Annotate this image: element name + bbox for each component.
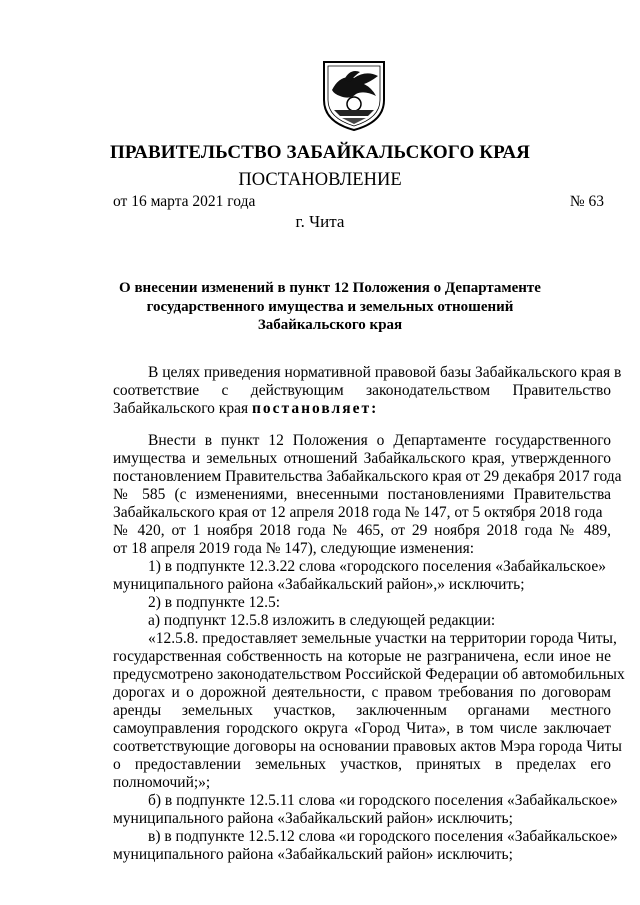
title-line: О внесении изменений в пункт 12 Положения о Департаменте [119, 280, 541, 296]
document-date: от 16 марта 2021 года [113, 193, 256, 210]
body-line: предусмотрено законодательством Российской Федерации об автомобильных [113, 666, 625, 683]
body-line: В целях приведения нормативной правовой базы Забайкальского края в [148, 364, 622, 381]
document-type: ПОСТАНОВЛЕНИЕ [238, 170, 402, 190]
body-line: а) подпункт 12.5.8 изложить в следующей редакции: [148, 612, 496, 629]
government-name: ПРАВИТЕЛЬСТВО ЗАБАЙКАЛЬСКОГО КРАЯ [109, 142, 530, 163]
body-line: № 420, от 1 ноября 2018 года № 465, от 29 ноября 2018 года № 489, [113, 522, 611, 539]
body-line: дорогах и о дорожной деятельности, с правом требования по договорам [113, 684, 611, 701]
body-line: № 585 (с изменениями, внесенными постановлениями Правительства [113, 486, 611, 503]
body-line: 1) в подпункте 12.3.22 слова «городского поселения «Забайкальское» [148, 558, 606, 575]
body-line: Внести в пункт 12 Положения о Департаменте государственного [148, 432, 611, 449]
body-line: аренды земельных участков, заключенным органами местного [113, 702, 611, 719]
body-line: муниципального района «Забайкальский район»,» исключить; [113, 576, 525, 593]
body-line: Забайкальского края от 12 апреля 2018 года № 147, от 5 октября 2018 года [113, 504, 603, 521]
document-city: г. Чита [295, 212, 345, 231]
coat-of-arms-emblem [320, 60, 388, 132]
body-line: о предоставлении земельных участков, принятых в пределах его [113, 756, 611, 773]
title-line: Забайкальского края [257, 317, 403, 333]
body-line: в) в подпункте 12.5.12 слова «и городского поселения «Забайкальское» [148, 828, 618, 845]
title-line: государственного имущества и земельных отношений [146, 298, 514, 315]
body-line: соответствующие договоры на основании правовых актов Мэра города Читы [113, 738, 622, 755]
body-line: «12.5.8. предоставляет земельные участки на территории города Читы, [148, 630, 617, 647]
body-line: имущества и земельных отношений Забайкальского края, утвержденного [113, 450, 611, 467]
body-line: государственная собственность на которые не разграничена, если иное не [113, 648, 611, 665]
body-line: постановлением Правительства Забайкальского края от 29 декабря 2017 года [113, 468, 622, 485]
body-line: муниципального района «Забайкальский район» исключить; [113, 810, 513, 827]
body-line: б) в подпункте 12.5.11 слова «и городского поселения «Забайкальское» [148, 792, 618, 809]
body-line: от 18 апреля 2019 года № 147), следующие изменения: [113, 540, 475, 557]
zabaikalsky-krai-coat-of-arms-icon [320, 60, 388, 132]
body-line: 2) в подпункте 12.5: [148, 594, 281, 611]
body-line: муниципального района «Забайкальский район» исключить; [113, 846, 513, 863]
body-line: соответствие с действующим законодательством Правительство [113, 382, 611, 399]
body-line: самоуправления городского округа «Город Чита», в том числе заключает [113, 720, 611, 737]
postanovlyaet-word: постановляет: [251, 400, 379, 417]
body-line: полномочий;»; [113, 774, 211, 791]
body-line: Забайкальского края постановляет: [113, 400, 379, 417]
document-number: № 63 [569, 193, 604, 210]
document-title [110, 279, 550, 335]
